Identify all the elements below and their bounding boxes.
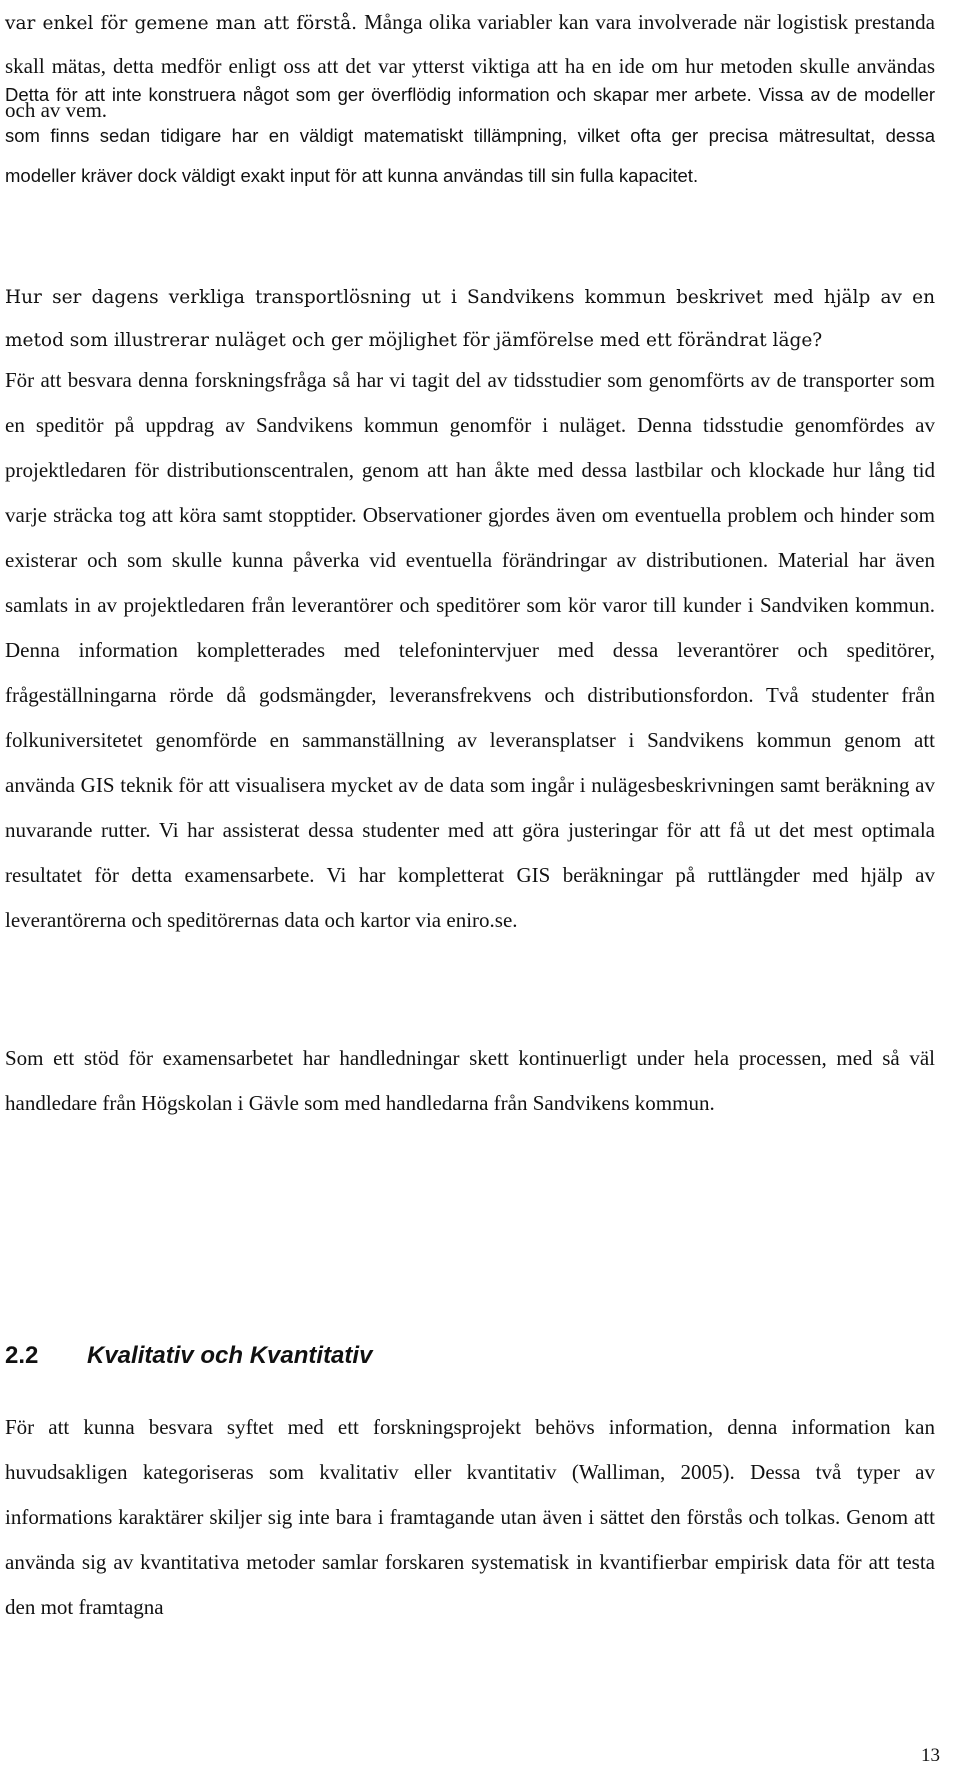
qualitative-quantitative-paragraph: För att kunna besvara syftet med ett forskningsprojekt behövs information, denna information kan huvudsakligen kategoriseras som kvalitativ eller kvantitativ (Walliman, 2005). Dessa två typer av informations karaktärer skiljer sig inte bara i framtagande utan även i sättet den förstås och tolkas. Genom att använda sig av kvantitativa metoder samlar forskaren systematisk in kvantifierbar empirisk data för att testa den mot framtagna	[5, 1415, 935, 1619]
method-paragraph: För att besvara denna forskningsfråga så har vi tagit del av tidsstudier som genomförts av de transporter som en speditör på uppdrag av Sandvikens kommun genomför i nuläget. Denna tidsstudie genomfördes av projektledaren för distributionscentralen, genom att han åkte med dessa lastbilar och klockade hur lång tid varje sträcka tog att köra samt stopptider. Observationer gjordes även om eventuella problem och hinder som existerar och som skulle kunna påverka vid eventuella förändringar av distributionen. Material har även samlats in av projektledaren från leverantörer och speditörer som kör varor till kunder i Sandviken kommun. Denna information kompletterades med telefonintervjuer med dessa leverantörer och speditörer, frågeställningarna rörde då godsmängder, leveransfrekvens och distributionsfordon. Två studenter från folkuniversitetet genomförde en sammanställning av leveransplatser i Sandvikens kommun genom att använda GIS teknik för att visualisera mycket av de data som ingår i nulägesbeskrivningen samt beräkning av nuvarande rutter. Vi har assisterat dessa studenter med att göra justeringar för att få ut det mest optimala resultatet för detta examensarbete. Vi har kompletterat GIS beräkningar på ruttlängder med hjälp av leverantörerna och speditörernas data och kartor via eniro.se.	[5, 368, 935, 932]
section-number: 2.2	[5, 1342, 39, 1369]
section-title: Kvalitativ och Kvantitativ	[87, 1342, 373, 1369]
supervision-paragraph: Som ett stöd för examensarbetet har handledningar skett kontinuerligt under hela processen, med så väl handledare från Högskolan i Gävle som med handledarna från Sandvikens kommun.	[5, 1046, 935, 1115]
intro-sentence-1: var enkel för gemene man att förstå.	[5, 13, 357, 34]
intro-continuation-paragraph	[5, 75, 935, 197]
page-number: 13	[921, 1745, 940, 1766]
section-heading	[5, 1338, 372, 1374]
research-question-paragraph: Hur ser dagens verkliga transportlösning ut i Sandvikens kommun beskrivet med hjälp av en metod som illustrerar nuläget och ger möjlighet för jämförelse med ett förändrat läge?	[5, 287, 935, 351]
intro-sentence-2: Många olika variabler kan vara involverade när logistisk prestanda skall mätas, detta medför enligt oss att det var ytterst viktiga att ha en ide om hur metoden skulle användas och av vem.	[5, 10, 935, 122]
intro-sentence-3: Detta för att inte konstruera något som ger överflödig information och skapar mer arbete.	[5, 84, 752, 105]
intro-sentence-4: Vissa av de modeller som finns sedan tidigare har en väldigt matematiskt tillämpning, vilket ofta ger precisa mätresultat, dessa modeller kräver dock väldigt exakt input för att kunna användas till sin fulla kapacitet.	[5, 84, 936, 186]
